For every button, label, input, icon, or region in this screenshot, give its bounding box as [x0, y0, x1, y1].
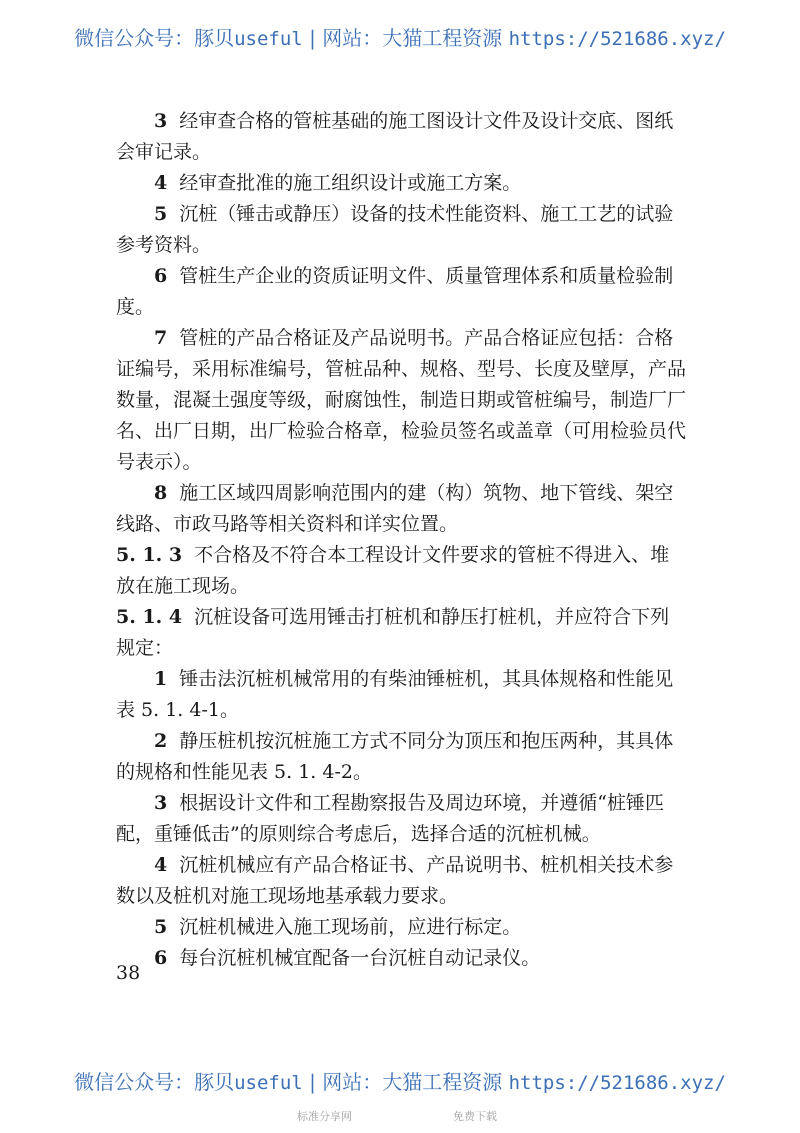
list-item: 4 沉桩机械应有产品合格证书、产品说明书、桩机相关技术参数以及桩机对施工现场地基承载力要求。 — [116, 854, 674, 907]
list-item: 2 静压桩机按沉桩施工方式不同分为顶压和抱压两种，其具体的规格和性能见表 5. 1. 4-2。 — [116, 730, 674, 783]
document-body — [116, 106, 686, 974]
watermark-separator: | — [309, 26, 316, 50]
watermark-footer — [0, 1066, 800, 1095]
list-item: 5 沉桩（锤击或静压）设备的技术性能资料、施工工艺的试验参考资料。 — [116, 203, 674, 256]
list-item: 6 每台沉桩机械宜配备一台沉桩自动记录仪。 — [154, 947, 541, 969]
footer-free-download: 免费下载 — [453, 1110, 497, 1123]
watermark-useful: useful — [234, 28, 303, 50]
clause-5-1-4: 5. 1. 4 沉桩设备可选用锤击打桩机和静压打桩机，并应符合下列规定： — [116, 606, 670, 659]
list-item: 5 沉桩机械进入施工现场前，应进行标定。 — [154, 916, 522, 938]
watermark-header — [0, 22, 800, 51]
watermark-wechat: 微信公众号：豚贝 — [74, 26, 235, 50]
list-item: 7 管桩的产品合格证及产品说明书。产品合格证应包括：合格证编号，采用标准编号，管桩品种、规格、型号、长度及壁厚，产品数量，混凝土强度等级，耐腐蚀性，制造日期或管桩编号，制造厂厂名、出厂日期，出厂检验合格章，检验员签名或盖章（可用检验员代号表示）。 — [116, 327, 687, 473]
list-item: 3 经审查合格的管桩基础的施工图设计文件及设计交底、图纸会审记录。 — [116, 110, 674, 163]
list-item: 8 施工区域四周影响范围内的建（构）筑物、地下管线、架空线路、市政马路等相关资料和详实位置。 — [116, 482, 674, 535]
watermark-site: 网站：大猫工程资源 — [322, 26, 503, 50]
watermark-url: https://521686.xyz/ — [508, 28, 726, 50]
watermark-site: 网站：大猫工程资源 — [322, 1070, 503, 1094]
footer-standard-share: 标准分享网 — [297, 1110, 352, 1123]
watermark-url: https://521686.xyz/ — [508, 1072, 726, 1094]
list-item: 6 管桩生产企业的资质证明文件、质量管理体系和质量检验制度。 — [116, 265, 674, 318]
watermark-useful: useful — [234, 1072, 303, 1094]
list-item: 1 锤击法沉桩机械常用的有柴油锤桩机，其具体规格和性能见表 5. 1. 4-1。 — [116, 668, 674, 721]
clause-5-1-3: 5. 1. 3 不合格及不符合本工程设计文件要求的管桩不得进入、堆放在施工现场。 — [116, 544, 670, 597]
list-item: 3 根据设计文件和工程勘察报告及周边环境，并遵循“桩锤匹配，重锤低击”的原则综合考虑后，选择合适的沉桩机械。 — [116, 792, 664, 845]
list-item: 4 经审查批准的施工组织设计或施工方案。 — [154, 172, 522, 194]
page-number: 38 — [116, 962, 141, 984]
watermark-wechat: 微信公众号：豚贝 — [74, 1070, 235, 1094]
watermark-separator: | — [309, 1070, 316, 1094]
